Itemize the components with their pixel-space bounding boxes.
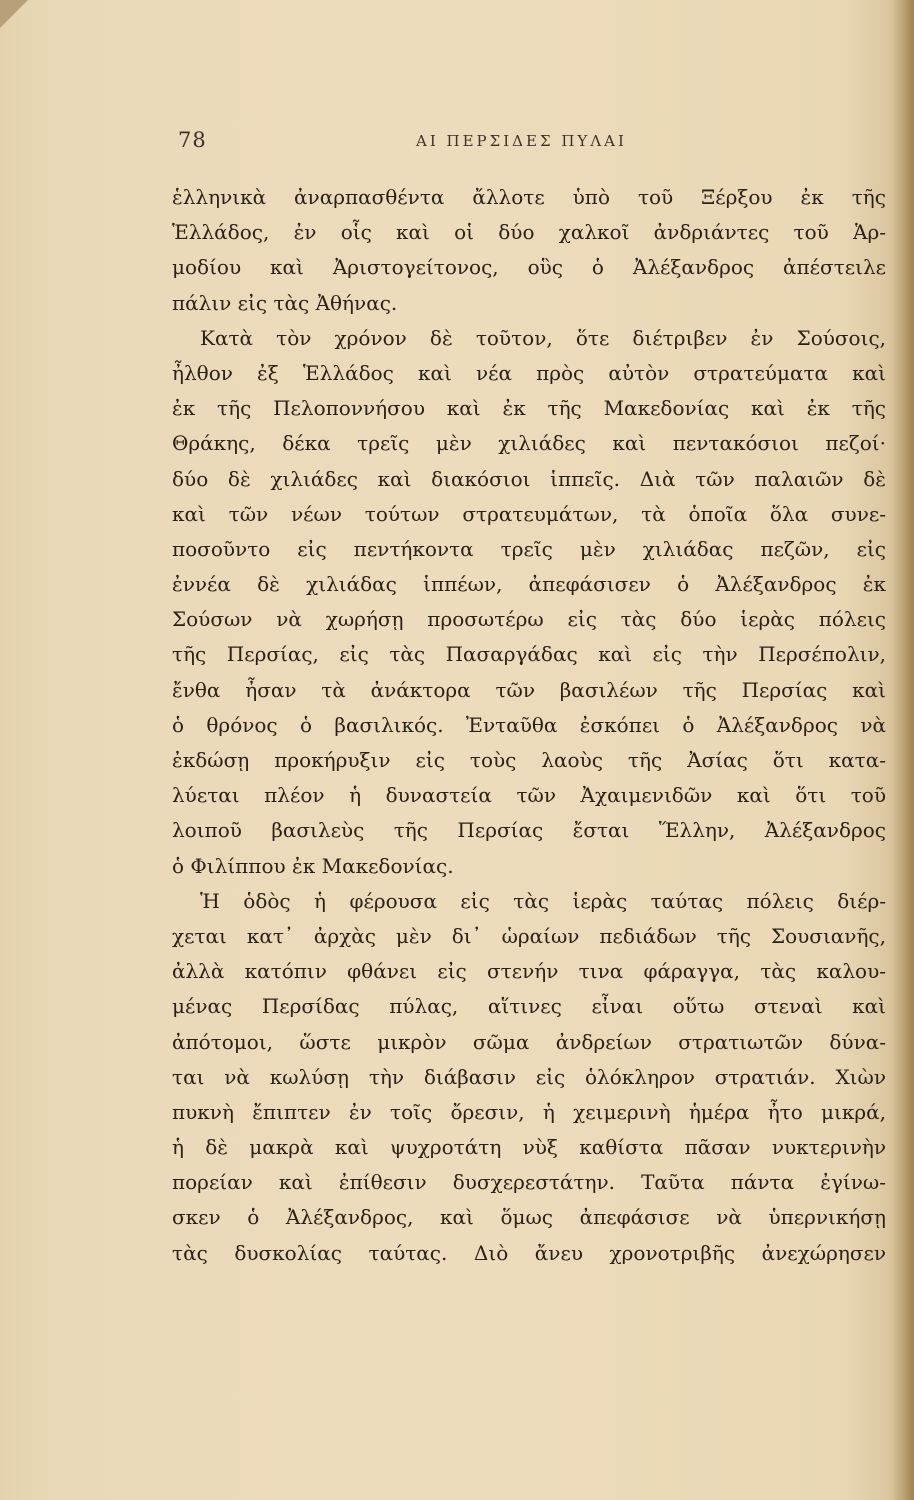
text-line: Θράκης, δέκα τρεῖς μὲν χιλιάδες καὶ πεντακόσιοι πεζοί· xyxy=(172,431,886,456)
text-line: μένας Περσίδας πύλας, αἵτινες εἶναι οὕτω στεναὶ καὶ xyxy=(172,994,886,1019)
text-line: πάλιν εἰς τὰς Ἀθήνας. xyxy=(172,290,398,315)
text-line: ἐννέα δὲ χιλιάδας ἱππέων, ἀπεφάσισεν ὁ Ἀλέξανδρος ἐκ xyxy=(172,572,886,597)
text-line: ἦλθον ἐξ Ἑλλάδος καὶ νέα πρὸς αὐτὸν στρατεύματα καὶ xyxy=(172,360,886,385)
text-line: πορείαν καὶ ἐπίθεσιν δυσχερεστάτην. Ταῦτα πάντα ἐγίνω- xyxy=(172,1170,886,1195)
text-line: ται νὰ κωλύσῃ τὴν διάβασιν εἰς ὁλόκληρον στρατιάν. Χιὼν xyxy=(172,1064,886,1089)
text-line: Κατὰ τὸν χρόνον δὲ τοῦτον, ὅτε διέτριβεν ἐν Σούσοις, xyxy=(200,325,886,350)
text-line: τὰς δυσκολίας ταύτας. Διὸ ἄνευ χρονοτριβῆς ἀνεχώρησεν xyxy=(172,1240,886,1265)
page-corner xyxy=(0,0,28,28)
text-line: ἐκδώσῃ προκήρυξιν εἰς τοὺς λαοὺς τῆς Ἀσίας ὅτι κατα- xyxy=(172,748,886,772)
page-gutter-shadow xyxy=(892,0,914,1500)
text-line: ἡ δὲ μακρὰ καὶ ψυχροτάτη νὺξ καθίστα πᾶσαν νυκτερινὴν xyxy=(172,1135,886,1160)
text-line: ἔνθα ἦσαν τὰ ἀνάκτορα τῶν βασιλέων τῆς Περσίας καὶ xyxy=(172,677,886,702)
text-line: λοιποῦ βασιλεὺς τῆς Περσίας ἔσται Ἕλλην, Ἀλέξανδρος xyxy=(172,818,886,843)
text-line: πυκνὴ ἔπιπτεν ἐν τοῖς ὄρεσιν, ἡ χειμερινὴ ἡμέρα ἦτο μικρά, xyxy=(172,1099,886,1124)
page-number: 78 xyxy=(178,128,207,152)
running-title: ΑΙ ΠΕΡΣΙΔΕΣ ΠΥΛΑΙ xyxy=(416,132,627,150)
text-line: ἀλλὰ κατόπιν φθάνει εἰς στενήν τινα φάραγγα, τὰς καλου- xyxy=(172,959,886,984)
text-line: Ἑλλάδος, ἐν οἷς καὶ οἱ δύο χαλκοῖ ἀνδριάντες τοῦ Ἁρ- xyxy=(172,220,886,245)
text-line: μοδίου καὶ Ἀριστογείτονος, οὓς ὁ Ἀλέξανδρος ἀπέστειλε xyxy=(172,255,886,280)
text-line: ὁ θρόνος ὁ βασιλικός. Ἐνταῦθα ἐσκόπει ὁ Ἀλέξανδρος νὰ xyxy=(172,712,886,737)
text-line: ποσοῦντο εἰς πεντήκοντα τρεῖς μὲν χιλιάδας πεζῶν, εἰς xyxy=(172,536,886,561)
text-line: δύο δὲ χιλιάδες καὶ διακόσιοι ἱππεῖς. Διὰ τῶν παλαιῶν δὲ xyxy=(172,466,886,491)
paragraph xyxy=(172,321,886,884)
text-line: χεται κατ᾽ ἀρχὰς μὲν δι᾽ ὡραίων πεδιάδων τῆς Σουσιανῆς, xyxy=(172,923,886,948)
running-header xyxy=(178,128,898,168)
text-line: ἐκ τῆς Πελοποννήσου καὶ ἐκ τῆς Μακεδονίας καὶ ἐκ τῆς xyxy=(172,396,886,421)
text-line: καὶ τῶν νέων τούτων στρατευμάτων, τὰ ὁποῖα ὅλα συνε- xyxy=(172,501,886,526)
body-text xyxy=(172,180,886,1271)
text-line: Σούσων νὰ χωρήσῃ προσωτέρω εἰς τὰς δύο ἱερὰς πόλεις xyxy=(172,607,886,632)
text-line: σκεν ὁ Ἀλέξανδρος, καὶ ὅμως ἀπεφάσισε νὰ ὑπερνικήσῃ xyxy=(172,1205,886,1230)
text-line: ὁ Φιλίππου ἐκ Μακεδονίας. xyxy=(172,853,454,878)
paragraph xyxy=(172,180,886,321)
text-line: Ἡ ὁδὸς ἡ φέρουσα εἰς τὰς ἱερὰς ταύτας πόλεις διέρ- xyxy=(200,888,886,913)
text-line: ἑλληνικὰ ἀναρπασθέντα ἄλλοτε ὑπὸ τοῦ Ξέρξου ἐκ τῆς xyxy=(172,185,886,209)
text-line: λύεται πλέον ἡ δυναστεία τῶν Ἀχαιμενιδῶν καὶ ὅτι τοῦ xyxy=(172,783,886,808)
text-line: τῆς Περσίας, εἰς τὰς Πασαργάδας καὶ εἰς τὴν Περσέπολιν, xyxy=(172,642,886,667)
paragraph xyxy=(172,884,886,1271)
text-line: ἀπότομοι, ὥστε μικρὸν σῶμα ἀνδρείων στρατιωτῶν δύνα- xyxy=(172,1029,886,1054)
